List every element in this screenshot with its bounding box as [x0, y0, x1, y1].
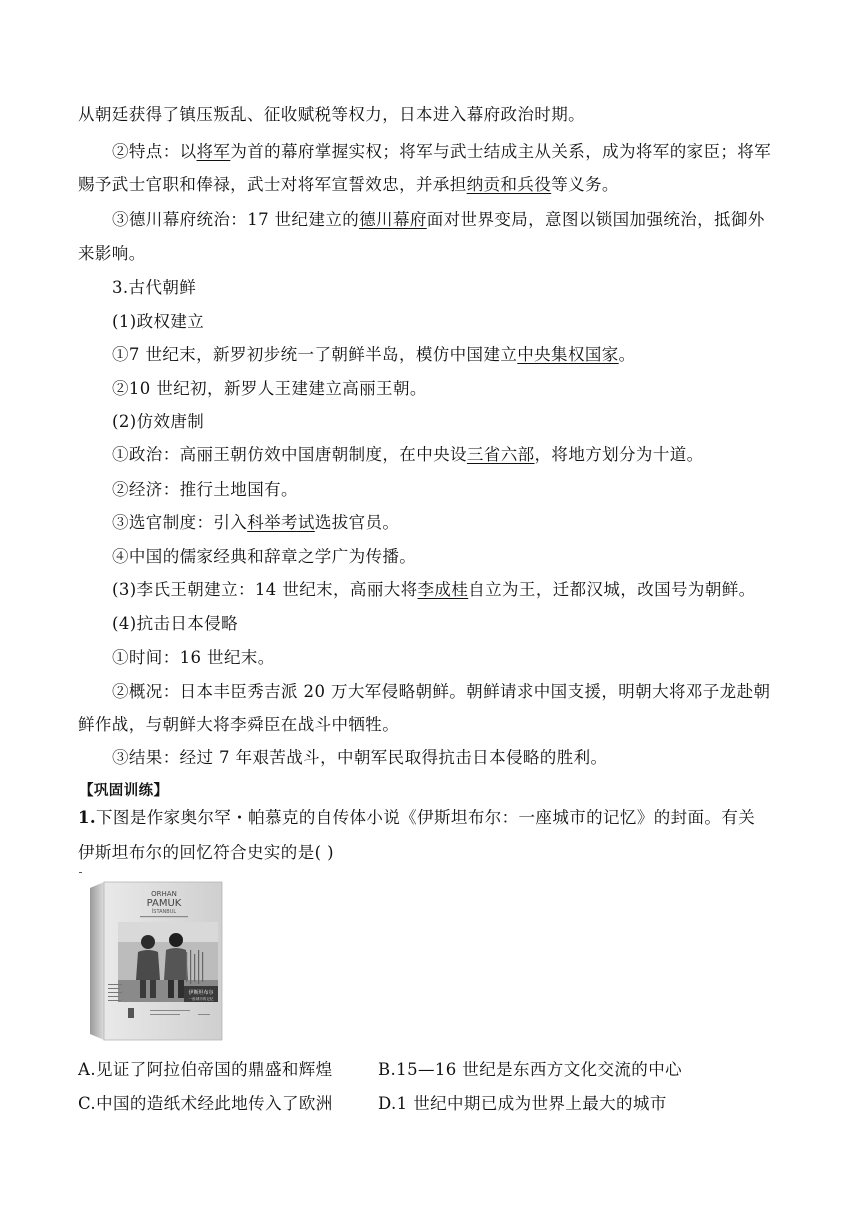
question-number: 1. — [78, 808, 97, 827]
option-c: C.中国的造纸术经此地传入了欧洲 — [78, 1094, 333, 1113]
underlined-term: 将军 — [196, 142, 231, 161]
paragraph-line: 从朝廷获得了镇压叛乱、征收赋税等权力，日本进入幕府政治时期。 — [78, 105, 585, 124]
subsection-heading: (1)政权建立 — [112, 312, 205, 331]
underlined-term: 李成桂 — [417, 580, 469, 599]
subsection-heading: (4)抗击日本侵略 — [112, 614, 238, 633]
paragraph-line: ②概况：日本丰臣秀吉派 20 万大军侵略朝鲜。朝鲜请求中国支援，明朝大将邓子龙赴朝 — [112, 682, 771, 701]
paragraph-line: ①7 世纪末，新罗初步统一了朝鲜半岛，模仿中国建立中央集权国家。 — [112, 345, 636, 364]
paragraph-line: 鲜作战，与朝鲜大将李舜臣在战斗中牺牲。 — [78, 715, 400, 734]
cover-subtitle-cn: 一座城市的记忆 — [188, 997, 214, 1001]
child-figure-left — [141, 935, 155, 949]
cover-author-last: PAMUK — [146, 898, 182, 909]
option-b: B.15—16 世纪是东西方文化交流的中心 — [378, 1060, 683, 1079]
child-figure-right — [169, 933, 183, 947]
section-heading: 3.古代朝鲜 — [112, 278, 197, 297]
paragraph-line: ②经济：推行土地国有。 — [112, 480, 298, 499]
paragraph-line: ①政治：高丽王朝仿效中国唐朝制度，在中央设三省六部，将地方划分为十道。 — [112, 445, 704, 464]
subsection-heading: (2)仿效唐制 — [112, 412, 205, 431]
paragraph-line: 来影响。 — [78, 244, 146, 263]
cover-author-first: ORHAN — [151, 890, 177, 898]
paragraph-line: ②10 世纪初，新罗人王建建立高丽王朝。 — [112, 379, 427, 398]
stray-mark — [79, 872, 82, 873]
cover-title-cn: 伊斯坦布尔 — [188, 990, 214, 996]
underlined-term: 纳贡和兵役 — [466, 175, 552, 194]
underlined-term: 中央集权国家 — [517, 345, 619, 364]
paragraph-line: ④中国的儒家经典和辞章之学广为传播。 — [112, 547, 417, 566]
paragraph-line: ③德川幕府统治：17 世纪建立的德川幕府面对世界变局，意图以锁国加强统治，抵御外 — [112, 210, 765, 229]
paragraph-line: ③结果：经过 7 年艰苦战斗，中朝军民取得抗击日本侵略的胜利。 — [112, 748, 608, 767]
question-line: 伊斯坦布尔的回忆符合史实的是( ) — [78, 843, 334, 862]
publisher-logo — [128, 1008, 134, 1018]
underlined-term: 三省六部 — [466, 445, 535, 464]
underlined-term: 科举考试 — [247, 513, 315, 532]
book-cover-image — [90, 880, 225, 1042]
option-d: D.1 世纪中期已成为世界上最大的城市 — [378, 1094, 667, 1113]
paragraph-line: 赐予武士官职和俸禄，武士对将军宣誓效忠，并承担纳贡和兵役等义务。 — [78, 175, 619, 194]
cover-title-latin: İSTANBUL — [151, 909, 177, 915]
section-title: 【巩固训练】 — [79, 782, 169, 799]
paragraph-line: (3)李氏王朝建立：14 世纪末，高丽大将李成桂自立为王，迁都汉城，改国号为朝鲜。 — [112, 580, 756, 599]
question-line: 1.下图是作家奥尔罕・帕慕克的自传体小说《伊斯坦布尔：一座城市的记忆》的封面。有关 — [78, 808, 756, 827]
book-spine — [90, 882, 104, 1040]
paragraph-line: ③选官制度：引入科举考试选拔官员。 — [112, 513, 400, 532]
option-a: A.见证了阿拉伯帝国的鼎盛和辉煌 — [78, 1060, 333, 1079]
underlined-term: 德川幕府 — [359, 210, 427, 229]
paragraph-line: ②特点：以将军为首的幕府掌握实权；将军与武士结成主从关系，成为将军的家臣；将军 — [112, 142, 772, 161]
paragraph-line: ①时间：16 世纪末。 — [112, 648, 275, 667]
